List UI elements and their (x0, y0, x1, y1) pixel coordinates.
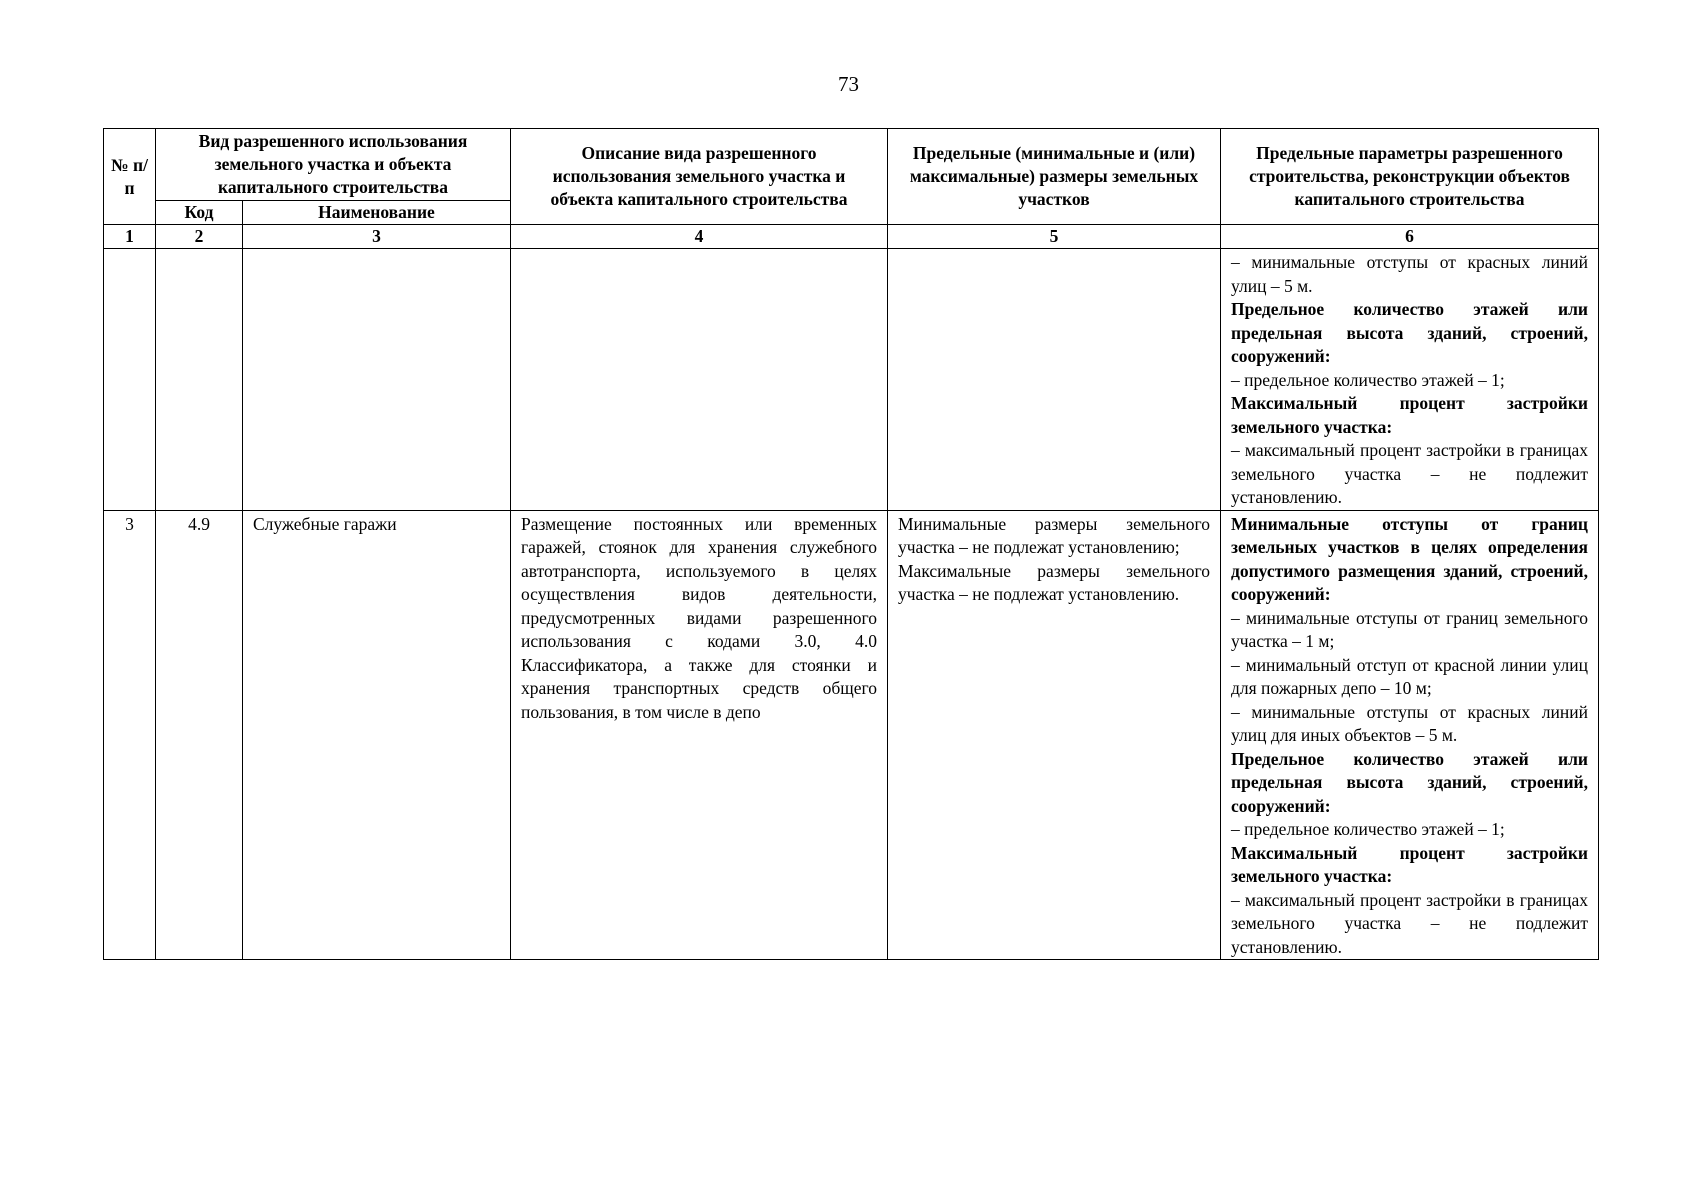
params-line: – минимальные отступы от красных линий улиц для иных объектов – 5 м. (1231, 701, 1588, 745)
header-description: Описание вида разрешенного использования земельного участка и объекта капитального строительства (511, 129, 888, 225)
params-heading: Максимальный процент застройки земельного участка: (1231, 842, 1588, 886)
cell-plot-sizes (888, 510, 1221, 960)
column-number-1: 1 (104, 225, 156, 249)
column-number-2: 2 (156, 225, 243, 249)
params-line: – предельное количество этажей – 1; (1231, 369, 1505, 390)
column-number-5: 5 (888, 225, 1221, 249)
sizes-line: Минимальные размеры земельного участка – не подлежат установлению; (898, 513, 1210, 557)
cell-params-continued (1221, 249, 1599, 511)
header-plot-sizes: Предельные (минимальные и (или) максимальные) размеры земельных участков (888, 129, 1221, 225)
header-use-type: Вид разрешенного использования земельного участка и объекта капитального строительства (156, 129, 511, 201)
params-line: – минимальный отступ от красной линии улиц для пожарных депо – 10 м; (1231, 654, 1588, 698)
header-name: Наименование (243, 201, 511, 225)
header-construction-params: Предельные параметры разрешенного строительства, реконструкции объектов капитального строительства (1221, 129, 1599, 225)
cell-code: 4.9 (156, 510, 243, 960)
cell-empty (243, 249, 511, 511)
cell-empty (888, 249, 1221, 511)
page-number: 73 (838, 72, 859, 96)
cell-empty (156, 249, 243, 511)
cell-empty (511, 249, 888, 511)
column-number-3: 3 (243, 225, 511, 249)
params-line: – максимальный процент застройки в границах земельного участка – не подлежит установлению. (1231, 440, 1588, 507)
table-row-continued (104, 249, 1599, 511)
table-row-3 (104, 510, 1599, 960)
params-line: – максимальный процент застройки в границах земельного участка – не подлежит установлению. (1231, 889, 1588, 957)
params-heading: Предельное количество этажей или предельная высота зданий, строений, сооружений: (1231, 299, 1588, 366)
header-num: № п/п (104, 129, 156, 225)
params-line: – минимальные отступы от границ земельного участка – 1 м; (1231, 607, 1588, 651)
cell-description: Размещение постоянных или временных гаражей, стоянок для хранения служебного автотранспорта, используемого в целях осуществления видов деятельности, предусмотренных видами разрешенного использования с кодами 3.0, 4.0 Классификатора, а также для стоянки и хранения транспортных средств общего пользования, в том числе в депо (511, 510, 888, 960)
cell-name: Служебные гаражи (243, 510, 511, 960)
sizes-line: Максимальные размеры земельного участка – не подлежат установлению. (898, 560, 1210, 604)
params-line: – предельное количество этажей – 1; (1231, 819, 1505, 839)
column-number-4: 4 (511, 225, 888, 249)
params-heading: Минимальные отступы от границ земельных участков в целях определения допустимого размещения зданий, строений, сооружений: (1231, 513, 1588, 604)
header-code: Код (156, 201, 243, 225)
params-line: – минимальные отступы от красных линий улиц – 5 м. (1231, 252, 1588, 296)
column-number-6: 6 (1221, 225, 1599, 249)
cell-row-num: 3 (104, 510, 156, 960)
cell-construction-params (1221, 510, 1599, 960)
cell-empty (104, 249, 156, 511)
params-heading: Предельное количество этажей или предельная высота зданий, строений, сооружений: (1231, 748, 1588, 816)
regulations-table (103, 128, 1599, 960)
params-heading: Максимальный процент застройки земельного участка: (1231, 393, 1588, 437)
